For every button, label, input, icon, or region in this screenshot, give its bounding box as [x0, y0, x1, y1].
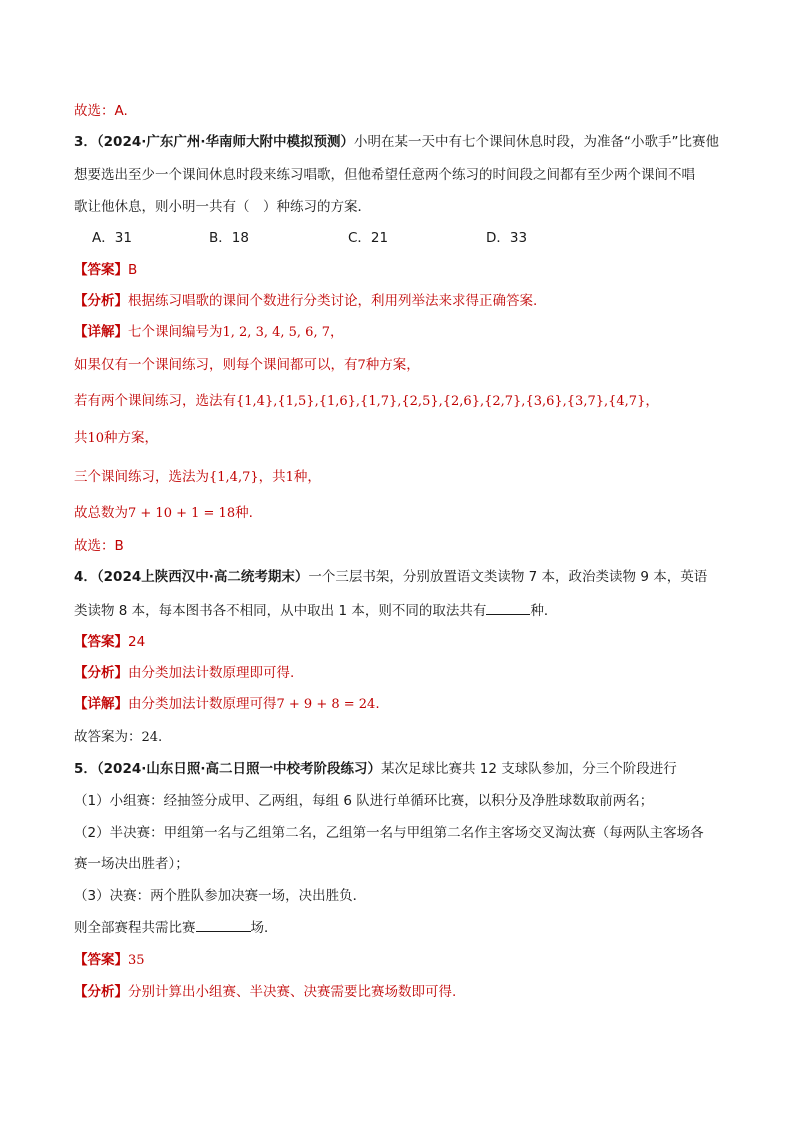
prev-selection: 故选：A. [74, 103, 128, 119]
q3-case-two [74, 391, 724, 412]
grand-total-post: 种. [235, 505, 253, 521]
case-one-post: 种方案， [365, 357, 420, 373]
q5-stage-2b: 赛一场决出胜者）； [74, 856, 189, 872]
q4-text-2-post: 种． [530, 603, 558, 619]
q4-final-answer [74, 727, 724, 748]
total-pre: 共 [74, 430, 88, 446]
case-three-math: {1,4,7} [209, 470, 259, 485]
q5-answer [74, 950, 724, 971]
grand-total-pre: 故总数为 [74, 505, 128, 521]
q4-detail [74, 694, 724, 715]
q3-number: 3． [74, 134, 97, 150]
q3-analysis [74, 291, 724, 311]
q4-source: （2024上陕西汉中·高二统考期末） [96, 569, 309, 585]
case-two-math: {1,4},{1,5},{1,6},{1,7},{2,5},{2,6},{2,7},{3,6},{3,7},{4,7} [236, 394, 646, 409]
final-answer-value: 24 [141, 730, 159, 745]
q5-line-1 [74, 759, 724, 779]
case-three-num: 1 [285, 470, 294, 485]
analysis-text: 分别计算出小组赛、半决赛、决赛需要比赛场数即可得. [128, 984, 457, 1000]
answer-value: B [128, 262, 138, 278]
q3-total [74, 503, 724, 524]
q3-line-3: 歌让他休息，则小明一共有（ ）种练习的方案． [74, 199, 371, 215]
q4-line-1 [74, 567, 724, 587]
q5-source: （2024·山东日照·高二日照一中校考阶段练习） [96, 761, 381, 777]
answer-blank [196, 917, 251, 932]
q3-line-1 [74, 132, 724, 152]
q4-text-1: 一个三层书架，分别放置语文类读物 7 本，政治类读物 9 本，英语 [308, 569, 708, 585]
q4-text-2: 类读物 8 本，每本图书各不相同，从中取出 1 本，则不同的取法共有 [74, 603, 487, 619]
total-num: 10 [87, 431, 105, 446]
detail-post: . [375, 696, 380, 712]
q5-analysis [74, 982, 724, 1002]
q3-case-one [74, 355, 724, 376]
q3-option-d: D．33 [486, 230, 528, 246]
q5-stage-1: （1）小组赛：经抽签分成甲、乙两组，每组 6 队进行单循环比赛，以积分及净胜球数取前两名； [74, 793, 654, 809]
q3-case-two-total [74, 428, 724, 449]
analysis-label: 【分析】 [74, 665, 128, 681]
analysis-label: 【分析】 [74, 984, 128, 1000]
q5-number: 5． [74, 761, 97, 777]
answer-value: 35 [128, 953, 145, 968]
q5-question [74, 917, 724, 938]
detail-label: 【详解】 [74, 324, 128, 340]
analysis-text: 由分类加法计数原理即可得. [128, 665, 295, 681]
case-three-mid: ，共 [258, 469, 286, 485]
answer-label: 【答案】 [74, 262, 128, 278]
q3-option-b: B．18 [209, 230, 249, 246]
detail-math: 7 + 9 + 8 = 24 [276, 697, 376, 712]
total-post: 种方案， [104, 430, 159, 446]
case-three-text: 三个课间练习，选法为 [74, 469, 209, 485]
detail-text: 由分类加法计数原理可得 [128, 696, 277, 712]
q5-stage-2a: （2）半决赛：甲组第一名与乙组第二名，乙组第一名与甲组第二名作主客场交叉淘汰赛（每两队主客场各 [74, 825, 704, 841]
case-one-text: 如果仅有一个课间练习，则每个课间都可以，有 [74, 357, 358, 373]
q3-selection: 故选：B [74, 538, 124, 554]
q5-text-1: 某次足球比赛共 12 支球队参加，分三个阶段进行 [381, 761, 677, 777]
q4-analysis [74, 663, 724, 683]
q3-answer [74, 260, 724, 280]
q5-stage-3: （3）决赛：两个胜队参加决赛一场，决出胜负． [74, 888, 367, 904]
detail-label: 【详解】 [74, 696, 128, 712]
grand-total-math: 7 + 10 + 1 = 18 [128, 506, 236, 521]
q4-line-2 [74, 600, 724, 621]
analysis-label: 【分析】 [74, 293, 128, 309]
detail-post: ， [330, 324, 344, 340]
final-answer-post: . [158, 729, 163, 745]
q3-source: （2024·广东广州·华南师大附中模拟预测） [96, 134, 354, 150]
answer-blank [486, 600, 530, 615]
answer-label: 【答案】 [74, 634, 128, 650]
case-three-post: 种， [293, 469, 321, 485]
q5-question-post: 场． [250, 920, 278, 936]
q3-line-2: 想要选出至少一个课间休息时段来练习唱歌，但他希望任意两个练习的时间段之间都有至少两个课间不唱 [74, 167, 695, 183]
q3-option-a: A．31 [92, 230, 132, 246]
detail-text: 七个课间编号为 [128, 324, 223, 340]
answer-value: 24 [128, 634, 146, 650]
answer-label: 【答案】 [74, 952, 128, 968]
q3-case-three [74, 467, 724, 488]
q4-number: 4． [74, 569, 97, 585]
q3-detail [74, 322, 724, 343]
case-two-post: ， [645, 393, 659, 409]
final-answer-label: 故答案为： [74, 729, 142, 745]
analysis-text: 根据练习唱歌的课间个数进行分类讨论，利用列举法来求得正确答案. [128, 293, 538, 309]
q5-question-text: 则全部赛程共需比赛 [74, 920, 196, 936]
detail-math: 1, 2, 3, 4, 5, 6, 7 [222, 325, 330, 340]
q3-option-c: C．21 [348, 230, 389, 246]
q3-text-1: 小明在某一天中有七个课间休息时段，为准备“小歌手”比赛他 [354, 134, 719, 150]
q4-answer [74, 632, 724, 652]
case-one-num: 7 [357, 358, 366, 373]
case-two-text: 若有两个课间练习，选法有 [74, 393, 236, 409]
